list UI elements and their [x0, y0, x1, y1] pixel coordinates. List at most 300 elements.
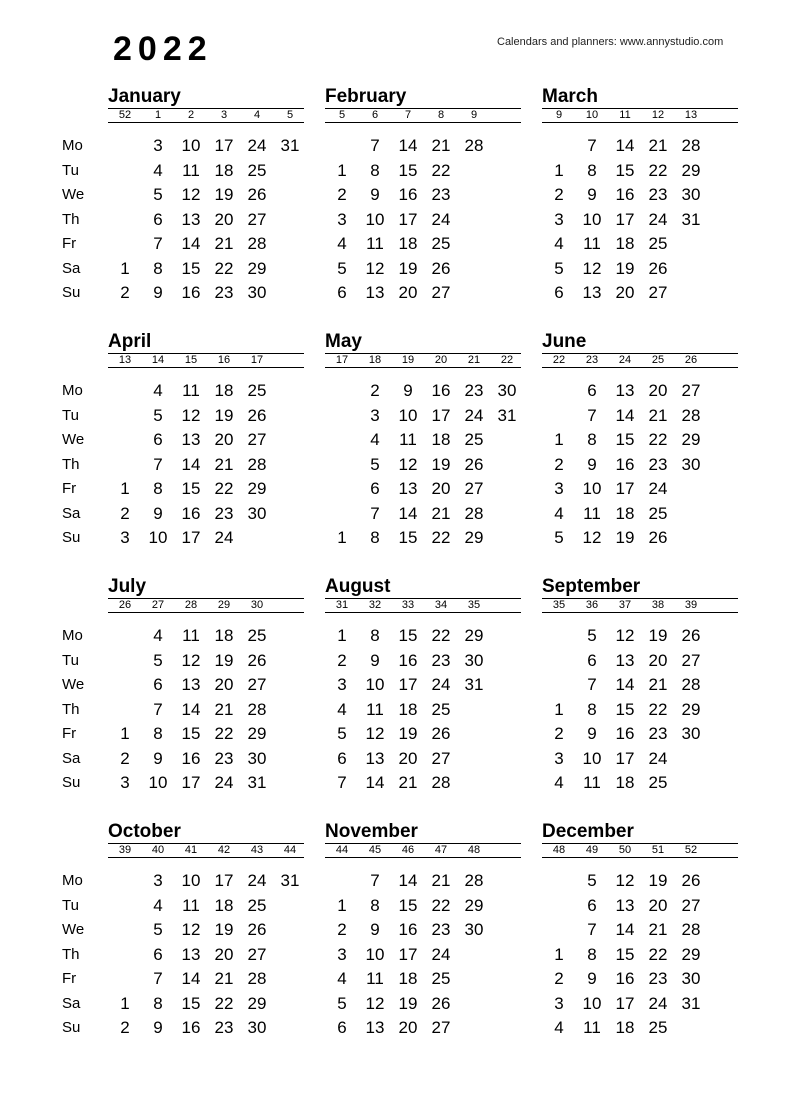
week-number: 2 — [187, 109, 195, 121]
week-number: 41 — [184, 844, 198, 856]
day-cell: 27 — [247, 944, 267, 964]
week-number: 22 — [500, 354, 514, 366]
month-june — [542, 331, 738, 547]
day-cell: 1 — [337, 895, 347, 915]
day-cell: 20 — [431, 479, 451, 498]
day-cell: 9 — [403, 381, 413, 400]
day-cell: 3 — [120, 528, 130, 547]
day-cell: 11 — [366, 699, 384, 719]
weekday-label-tu: Tu — [62, 161, 79, 179]
day-cell: 28 — [431, 773, 451, 792]
day-cell: 4 — [554, 773, 564, 792]
day-cell: 22 — [648, 160, 668, 180]
week-number: 1 — [154, 109, 162, 121]
week-number: 18 — [368, 354, 382, 366]
day-cell: 12 — [181, 405, 201, 425]
divider-line — [325, 612, 521, 613]
day-cell: 24 — [648, 479, 668, 498]
day-cell: 28 — [681, 405, 701, 425]
week-number: 47 — [434, 844, 448, 856]
day-cell: 10 — [582, 209, 602, 229]
day-cell: 1 — [554, 160, 564, 180]
day-cell: 12 — [615, 871, 635, 890]
day-cell: 28 — [464, 503, 484, 523]
day-cell: 23 — [431, 920, 451, 939]
day-cell: 11 — [399, 430, 417, 449]
day-cell: 21 — [214, 969, 234, 988]
day-cell: 3 — [370, 405, 380, 425]
day-cell: 24 — [431, 209, 451, 229]
day-cell: 24 — [214, 773, 234, 792]
day-cell: 19 — [214, 185, 234, 204]
day-cell: 13 — [582, 283, 602, 302]
day-cell: 8 — [153, 993, 163, 1013]
day-cell: 30 — [497, 381, 517, 400]
day-cell: 25 — [431, 234, 451, 253]
day-cell: 3 — [337, 944, 347, 964]
day-cell: 7 — [587, 405, 597, 425]
week-number: 35 — [552, 599, 566, 611]
day-cell: 22 — [431, 160, 451, 180]
day-cell: 7 — [587, 675, 597, 694]
day-cell: 29 — [247, 724, 267, 743]
week-number: 43 — [250, 844, 264, 856]
day-cell: 23 — [431, 650, 451, 670]
day-cell: 14 — [398, 503, 418, 523]
day-cell: 23 — [214, 748, 234, 768]
divider-line — [542, 857, 738, 858]
weekday-label-su: Su — [62, 1019, 81, 1036]
day-cell: 16 — [615, 969, 635, 988]
week-number: 29 — [217, 599, 231, 611]
weekday-label-mo: Mo — [62, 382, 83, 399]
day-cell: 30 — [247, 283, 267, 302]
day-cell: 24 — [648, 209, 668, 229]
day-cell: 27 — [464, 479, 484, 498]
day-cell: 26 — [247, 185, 267, 204]
day-cell: 29 — [247, 479, 267, 498]
day-cell: 12 — [615, 626, 635, 645]
day-cell: 3 — [337, 675, 347, 694]
divider-line — [542, 612, 738, 613]
day-cell: 26 — [247, 920, 267, 939]
week-number: 9 — [555, 109, 563, 121]
day-cell: 31 — [280, 136, 300, 155]
day-cell: 19 — [615, 258, 635, 278]
day-cell: 2 — [120, 1018, 130, 1037]
divider-line — [325, 857, 521, 858]
day-cell: 27 — [247, 209, 267, 229]
day-cell: 4 — [153, 381, 163, 400]
week-number: 21 — [467, 354, 481, 366]
day-cell: 11 — [583, 773, 601, 792]
day-cell: 5 — [153, 650, 163, 670]
month-august — [325, 576, 521, 792]
day-cell: 18 — [398, 234, 418, 253]
day-cell: 4 — [337, 699, 347, 719]
day-cell: 22 — [214, 258, 234, 278]
day-cell: 19 — [648, 626, 668, 645]
day-cell: 21 — [398, 773, 418, 792]
day-cell: 19 — [398, 724, 418, 743]
day-cell: 24 — [247, 136, 267, 155]
day-cell: 30 — [681, 185, 701, 204]
day-cell: 20 — [214, 430, 234, 449]
week-number: 50 — [618, 844, 632, 856]
day-cell: 5 — [153, 185, 163, 204]
day-cell: 20 — [214, 675, 234, 694]
week-number: 38 — [651, 599, 665, 611]
day-cell: 4 — [554, 234, 564, 253]
day-cell: 20 — [648, 381, 668, 400]
weekday-label-th: Th — [62, 210, 80, 228]
day-cell: 30 — [681, 969, 701, 988]
day-cell: 1 — [337, 626, 347, 645]
weekday-label-mo: Mo — [62, 627, 83, 644]
day-cell: 17 — [181, 773, 201, 792]
day-cell: 20 — [214, 944, 234, 964]
day-cell: 17 — [615, 748, 635, 768]
day-cell: 30 — [464, 650, 484, 670]
day-cell: 12 — [365, 724, 385, 743]
day-cell: 31 — [681, 209, 701, 229]
day-cell: 16 — [181, 283, 201, 302]
day-cell: 11 — [366, 969, 384, 988]
week-number: 5 — [286, 109, 294, 121]
week-number: 4 — [253, 109, 261, 121]
day-cell: 16 — [398, 920, 418, 939]
day-cell: 18 — [214, 895, 234, 915]
day-cell: 11 — [583, 503, 601, 523]
day-cell: 8 — [370, 895, 380, 915]
day-cell: 12 — [365, 993, 385, 1013]
day-cell: 12 — [582, 528, 602, 547]
day-cell: 23 — [648, 185, 668, 204]
day-cell: 16 — [181, 748, 201, 768]
day-cell: 14 — [181, 699, 201, 719]
day-cell: 21 — [214, 234, 234, 253]
day-cell: 19 — [398, 993, 418, 1013]
day-cell: 7 — [153, 234, 163, 253]
day-cell: 19 — [398, 258, 418, 278]
day-cell: 30 — [247, 1018, 267, 1037]
day-cell: 8 — [370, 160, 380, 180]
day-cell: 16 — [615, 454, 635, 474]
week-number: 9 — [470, 109, 478, 121]
day-cell: 9 — [153, 283, 163, 302]
week-number: 31 — [335, 599, 349, 611]
day-cell: 5 — [587, 626, 597, 645]
day-cell: 30 — [681, 724, 701, 743]
week-number: 37 — [618, 599, 632, 611]
day-cell: 18 — [214, 381, 234, 400]
week-number: 13 — [118, 354, 132, 366]
day-cell: 26 — [431, 724, 451, 743]
day-cell: 1 — [337, 160, 347, 180]
day-cell: 20 — [648, 650, 668, 670]
day-cell: 2 — [120, 503, 130, 523]
day-cell: 26 — [681, 871, 701, 890]
weekday-label-tu: Tu — [62, 406, 79, 424]
day-cell: 21 — [648, 405, 668, 425]
day-cell: 8 — [587, 944, 597, 964]
day-cell: 25 — [247, 381, 267, 400]
day-cell: 11 — [182, 626, 200, 645]
divider-line — [108, 612, 304, 613]
day-cell: 18 — [431, 430, 451, 449]
day-cell: 14 — [615, 920, 635, 939]
day-cell: 25 — [648, 503, 668, 523]
day-cell: 29 — [681, 160, 701, 180]
day-cell: 26 — [431, 993, 451, 1013]
day-cell: 27 — [247, 675, 267, 694]
week-number: 40 — [151, 844, 165, 856]
day-cell: 10 — [365, 675, 385, 694]
day-cell: 23 — [464, 381, 484, 400]
month-april — [108, 331, 304, 547]
day-cell: 4 — [337, 969, 347, 988]
week-number: 52 — [684, 844, 698, 856]
divider-line — [542, 367, 738, 368]
day-cell: 11 — [182, 381, 200, 400]
weekday-label-we: We — [62, 921, 85, 938]
week-number: 35 — [467, 599, 481, 611]
day-cell: 4 — [370, 430, 380, 449]
day-cell: 25 — [431, 969, 451, 988]
day-cell: 18 — [615, 773, 635, 792]
day-cell: 24 — [214, 528, 234, 547]
month-february — [325, 86, 521, 302]
day-cell: 21 — [648, 920, 668, 939]
day-cell: 3 — [554, 479, 564, 498]
day-cell: 4 — [554, 1018, 564, 1037]
day-cell: 15 — [615, 699, 635, 719]
weekday-label-fr: Fr — [62, 970, 77, 987]
day-cell: 9 — [370, 185, 380, 204]
week-number: 12 — [651, 109, 665, 121]
day-cell: 3 — [554, 993, 564, 1013]
day-cell: 26 — [648, 528, 668, 547]
day-cell: 18 — [615, 234, 635, 253]
week-number: 13 — [684, 109, 698, 121]
day-cell: 22 — [648, 430, 668, 449]
weekday-label-sa: Sa — [62, 749, 81, 767]
day-cell: 1 — [120, 724, 130, 743]
day-cell: 5 — [587, 871, 597, 890]
day-cell: 6 — [370, 479, 380, 498]
week-number: 11 — [619, 109, 631, 121]
day-cell: 17 — [615, 209, 635, 229]
week-number: 45 — [368, 844, 382, 856]
day-cell: 17 — [181, 528, 201, 547]
day-cell: 7 — [153, 699, 163, 719]
day-cell: 17 — [214, 871, 234, 890]
day-cell: 9 — [370, 920, 380, 939]
day-cell: 3 — [120, 773, 130, 792]
day-cell: 17 — [398, 944, 418, 964]
week-number: 44 — [335, 844, 349, 856]
day-cell: 9 — [587, 724, 597, 743]
day-cell: 7 — [587, 136, 597, 155]
day-cell: 26 — [681, 626, 701, 645]
week-number: 20 — [434, 354, 448, 366]
day-cell: 24 — [648, 748, 668, 768]
day-cell: 11 — [182, 895, 200, 915]
day-cell: 8 — [153, 724, 163, 743]
day-cell: 20 — [398, 283, 418, 302]
week-number: 34 — [434, 599, 448, 611]
weekday-label-th: Th — [62, 945, 80, 963]
day-cell: 6 — [153, 675, 163, 694]
day-cell: 9 — [587, 185, 597, 204]
day-cell: 28 — [247, 969, 267, 988]
day-cell: 12 — [181, 185, 201, 204]
day-cell: 27 — [431, 283, 451, 302]
day-cell: 23 — [214, 503, 234, 523]
day-cell: 28 — [681, 920, 701, 939]
day-cell: 15 — [615, 944, 635, 964]
day-cell: 13 — [365, 1018, 385, 1037]
month-january — [108, 86, 304, 302]
day-cell: 10 — [181, 871, 201, 890]
day-cell: 21 — [648, 675, 668, 694]
month-name: October — [108, 821, 181, 842]
day-cell: 10 — [365, 944, 385, 964]
day-cell: 12 — [181, 650, 201, 670]
day-cell: 7 — [370, 871, 380, 890]
day-cell: 19 — [214, 405, 234, 425]
day-cell: 25 — [464, 430, 484, 449]
day-cell: 14 — [615, 675, 635, 694]
day-cell: 2 — [554, 185, 564, 204]
day-cell: 5 — [153, 920, 163, 939]
day-cell: 26 — [648, 258, 668, 278]
day-cell: 10 — [582, 479, 602, 498]
day-cell: 11 — [182, 160, 200, 180]
day-cell: 21 — [214, 454, 234, 474]
day-cell: 22 — [214, 724, 234, 743]
month-name: January — [108, 86, 181, 107]
week-number: 46 — [401, 844, 415, 856]
month-name: December — [542, 821, 634, 842]
day-cell: 18 — [398, 969, 418, 988]
day-cell: 28 — [681, 675, 701, 694]
day-cell: 24 — [648, 993, 668, 1013]
day-cell: 23 — [648, 969, 668, 988]
day-cell: 15 — [181, 993, 201, 1013]
day-cell: 5 — [337, 258, 347, 278]
day-cell: 19 — [615, 528, 635, 547]
day-cell: 7 — [337, 773, 347, 792]
day-cell: 12 — [582, 258, 602, 278]
week-number: 30 — [250, 599, 264, 611]
week-number: 15 — [184, 354, 198, 366]
divider-line — [325, 367, 521, 368]
week-number: 6 — [371, 109, 379, 121]
day-cell: 10 — [148, 528, 168, 547]
day-cell: 6 — [554, 283, 564, 302]
day-cell: 14 — [181, 969, 201, 988]
week-number: 32 — [368, 599, 382, 611]
weekday-label-su: Su — [62, 529, 81, 546]
day-cell: 20 — [398, 748, 418, 768]
day-cell: 6 — [587, 650, 597, 670]
day-cell: 27 — [247, 430, 267, 449]
day-cell: 27 — [681, 895, 701, 915]
day-cell: 15 — [181, 724, 201, 743]
day-cell: 2 — [554, 454, 564, 474]
day-cell: 27 — [431, 748, 451, 768]
day-cell: 7 — [370, 136, 380, 155]
day-cell: 23 — [431, 185, 451, 204]
week-number: 23 — [585, 354, 599, 366]
month-name: February — [325, 86, 407, 107]
day-cell: 2 — [337, 920, 347, 939]
day-cell: 11 — [366, 234, 384, 253]
day-cell: 19 — [431, 454, 451, 474]
day-cell: 31 — [247, 773, 267, 792]
day-cell: 22 — [214, 479, 234, 498]
day-cell: 12 — [181, 920, 201, 939]
year-title: 2022 — [113, 30, 213, 68]
day-cell: 1 — [554, 944, 564, 964]
day-cell: 28 — [247, 234, 267, 253]
month-name: May — [325, 331, 362, 352]
month-july — [108, 576, 304, 792]
day-cell: 16 — [615, 724, 635, 743]
day-cell: 16 — [431, 381, 451, 400]
day-cell: 8 — [587, 430, 597, 449]
day-cell: 8 — [370, 528, 380, 547]
day-cell: 6 — [337, 748, 347, 768]
day-cell: 26 — [431, 258, 451, 278]
divider-line — [108, 122, 304, 123]
day-cell: 21 — [431, 503, 451, 523]
day-cell: 6 — [337, 1018, 347, 1037]
week-number: 51 — [651, 844, 665, 856]
day-cell: 30 — [681, 454, 701, 474]
week-number: 17 — [250, 354, 264, 366]
day-cell: 23 — [648, 724, 668, 743]
day-cell: 8 — [370, 626, 380, 645]
day-cell: 12 — [365, 258, 385, 278]
day-cell: 28 — [247, 454, 267, 474]
day-cell: 25 — [247, 895, 267, 915]
week-number: 7 — [404, 109, 412, 121]
week-number: 36 — [585, 599, 599, 611]
day-cell: 6 — [153, 944, 163, 964]
day-cell: 18 — [615, 1018, 635, 1037]
day-cell: 6 — [337, 283, 347, 302]
day-cell: 31 — [280, 871, 300, 890]
day-cell: 22 — [431, 528, 451, 547]
month-name: March — [542, 86, 598, 107]
day-cell: 21 — [214, 699, 234, 719]
day-cell: 20 — [398, 1018, 418, 1037]
day-cell: 23 — [214, 283, 234, 302]
day-cell: 22 — [431, 626, 451, 645]
day-cell: 3 — [153, 871, 163, 890]
month-name: July — [108, 576, 147, 597]
day-cell: 1 — [120, 258, 130, 278]
day-cell: 29 — [464, 895, 484, 915]
day-cell: 10 — [181, 136, 201, 155]
weekday-label-th: Th — [62, 455, 80, 473]
month-name: April — [108, 331, 152, 352]
weekday-label-we: We — [62, 186, 85, 203]
divider-line — [108, 857, 304, 858]
day-cell: 23 — [214, 1018, 234, 1037]
